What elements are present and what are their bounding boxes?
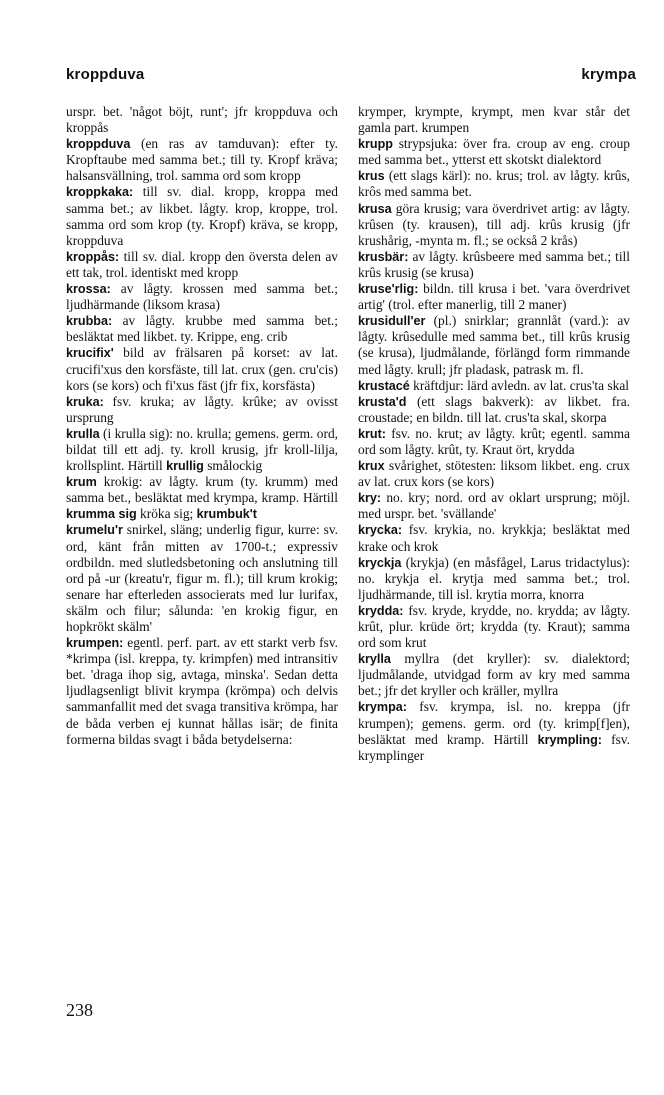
entry-definition: fsv. krykia, no. krykkja; besläktat med krake och krok	[358, 522, 630, 554]
entry-headword: krum	[66, 475, 97, 490]
entry-definition: myllra (det kryller): sv. dialektord; ljudmålande, utvidgad form av kry med samma bet.; jfr det kryller och kräller, myllra	[358, 651, 630, 699]
entry-definition: no. kry; nord. ord av oklart ursprung; möjl. med urspr. bet. 'svällande'	[358, 490, 630, 522]
entry-definition: till sv. dial. kropp den översta delen av ett tak, trol. identiskt med kropp	[66, 248, 338, 280]
entry-definition: göra krusig; vara överdrivet artig: av lågty. krûsen (ty. krausen), till adj. krûs krusig (jfr krushårig, -mynta m. fl.; se också 2 krås)	[358, 200, 630, 248]
entry-headword: kry:	[358, 491, 382, 506]
entry-definition: (ett slags bakverk): av likbet. fra. croustade; en bildn. till lat. crus'ta skal, skorpa	[358, 393, 630, 425]
dictionary-entry	[358, 378, 630, 394]
entry-definition: kräftdjur: lärd avledn. av lat. crus'ta skal	[409, 377, 629, 393]
entry-headword: krycka:	[358, 523, 403, 538]
dictionary-entry	[358, 281, 630, 313]
entry-headword: krux	[358, 459, 385, 474]
entry-headword: krydda:	[358, 603, 404, 618]
entry-definition: fsv. kryde, krydde, no. krydda; av lågty. krût, plur. krüde ört; krydda (ty. Kraut); samma ord som krut	[358, 602, 630, 651]
dictionary-entry	[358, 426, 630, 458]
dictionary-entry	[358, 313, 630, 377]
entry-headword: krusidull'er	[358, 314, 426, 329]
entry-definition: svårighet, stötesten: liksom likbet. eng. crux av lat. crux kors (se kors)	[358, 458, 630, 490]
dictionary-entry	[358, 522, 630, 554]
dictionary-entry	[358, 168, 630, 200]
dictionary-entry	[358, 699, 630, 763]
entry-headword: krossa:	[66, 282, 111, 297]
entry-derived-headword: krympling:	[537, 732, 603, 747]
entry-definition: kröka sig;	[136, 506, 197, 522]
dictionary-entry	[358, 249, 630, 281]
entry-headword: krusbär:	[358, 249, 409, 264]
entry-headword: kroppduva	[66, 137, 131, 152]
dictionary-entry	[66, 281, 338, 313]
dictionary-entry	[358, 603, 630, 651]
entry-definition: bildn. till krusa i bet. 'vara överdrivet artig' (trol. efter manerlig, till 2 maner)	[358, 281, 630, 313]
entry-definition: krokig: av lågty. krum (ty. krumm) med samma bet., besläktat med krympa, kramp. Härtill	[66, 474, 338, 506]
entry-definition: av lågty. krossen med samma bet.; ljudhärmande (liksom krasa)	[66, 281, 338, 313]
dictionary-entry	[66, 313, 338, 345]
entry-headword: krus	[358, 169, 385, 184]
entry-definition: (en ras av tamduvan): efter ty. Kropftaube med samma bet.; till ty. Kropf kräva; halsansvällning, trol. samma ord som kropp	[66, 136, 338, 184]
entry-definition: urspr. bet. 'något böjt, runt'; jfr kroppduva och kroppås	[66, 104, 338, 136]
entry-definition: (krykja) (en måsfågel, Larus tridactylus): no. krykja el. krytja med samma bet.; trol. ljudhärmande, till isl. krytia morra, knorra	[358, 554, 630, 602]
header-left-guide-word: kroppduva	[66, 66, 145, 83]
entry-headword: krucifix'	[66, 346, 114, 361]
entry-headword: kroppkaka:	[66, 185, 134, 200]
dictionary-entry	[358, 651, 630, 699]
entry-definition: fsv. no. krut; av lågty. krût; egentl. samma ord som lågty. krût, ty. Kraut ört, krydda	[358, 425, 630, 457]
entry-definition: (i krulla sig): no. krulla; gemens. germ. ord, bildat till ett adj. ty. kroll krusig, jfr kroll-lilja, krollsplint. Härtill	[66, 425, 338, 474]
entry-headword: krumpen:	[66, 636, 124, 651]
dictionary-entry	[66, 104, 338, 136]
entry-headword: krumelu'r	[66, 523, 123, 538]
dictionary-entry	[66, 474, 338, 522]
entry-definition: bild av frälsaren på korset: av lat. crucifi'xus den korsfäste, till lat. crux (gen. cru'cis) kors (se kors) och fi'xus fäst (jfr fix, korsfästa)	[66, 345, 338, 393]
entry-definition: till sv. dial. kropp, kroppa med samma bet.; av likbet. lågty. krop, kroppe, trol. samma ord som krop (ty. Kropf) kräva, se kropp, kroppduva	[66, 184, 338, 248]
dictionary-entry	[358, 201, 630, 249]
left-column	[66, 104, 338, 748]
header-right-guide-word: krympa	[581, 66, 636, 83]
entry-definition: krymper, krympte, krympt, men kvar står det gamla part. krumpen	[358, 104, 630, 136]
entry-definition: fsv. krymplinger	[358, 731, 630, 763]
entry-headword: krylla	[358, 652, 391, 667]
entry-definition: snirkel, släng; underlig figur, kurre: sv. ord, känt från mitten av 1700-t.; expressiv ordbildn. med slutledsbetoning och anslutning till ord på -ur (kreatu'r, figur m. fl.); till krum krokig; senare har efterleden associerats med lur lurifax, skälm och filur; sålunda: 'en krokig figur, en hopkrökt skälm'	[66, 522, 338, 634]
entry-headword: kruse'rlig:	[358, 282, 419, 297]
dictionary-entry	[66, 635, 338, 748]
entry-headword: krusa	[358, 201, 392, 216]
dictionary-entry	[66, 522, 338, 635]
entry-definition: (pl.) snirklar; grannlåt (vard.): av lågty. krûsedulle med samma bet., till krûs krusig (se krusa), ljudmålande, förlängd form rimmande med lågty. krull; jfr pladask, patrask m. fl.	[358, 313, 630, 377]
entry-derived-headword: krumma sig	[66, 507, 137, 522]
dictionary-entry	[66, 136, 338, 184]
dictionary-entry	[66, 249, 338, 281]
dictionary-entry	[358, 555, 630, 603]
entry-headword: krustacé	[358, 378, 410, 393]
dictionary-entry	[66, 426, 338, 474]
entry-headword: krulla	[66, 426, 100, 441]
entry-definition: av lågty. krûsbeere med samma bet.; till krûs krusig (se krusa)	[358, 248, 630, 280]
dictionary-entry	[358, 136, 630, 168]
dictionary-entry	[358, 394, 630, 426]
dictionary-entry	[358, 490, 630, 522]
dictionary-entry	[66, 394, 338, 426]
dictionary-entry	[66, 345, 338, 393]
entry-headword: kroppås:	[66, 249, 120, 264]
entry-headword: krut:	[358, 426, 386, 441]
dictionary-entry	[66, 184, 338, 248]
entry-headword: krusta'd	[358, 394, 407, 409]
dictionary-entry	[358, 104, 630, 136]
entry-definition: strypsjuka: över fra. croup av eng. croup med samma bet., ytterst ett skotskt dialektord	[358, 136, 630, 168]
dictionary-entry	[358, 458, 630, 490]
entry-definition: egentl. perf. part. av ett starkt verb fsv. *krimpa (isl. kreppa, ty. krimpfen) med intransitiv bet. 'draga ihop sig, avtaga, minska'. Sedan detta ljudlagsenligt blivit krympa (krömpa) och delvis sammanfallit med det svaga transitiva krömpa, har de båda verben ej kunnat hållas isär; de finita formerna bildas svagt i båda betydelserna:	[66, 635, 338, 747]
entry-derived-headword: krumbuk't	[196, 507, 257, 522]
entry-definition: fsv. krympa, isl. no. kreppa (jfr krumpen); gemens. germ. ord (ty. krimp[f]en), besläktat med kramp. Härtill	[358, 699, 630, 747]
entry-headword: kruka:	[66, 394, 104, 409]
entry-headword: krympa:	[358, 700, 407, 715]
entry-definition: fsv. kruka; av lågty. krûke; av ovisst ursprung	[66, 393, 338, 425]
entry-headword: kryckja	[358, 555, 402, 570]
entry-definition: (ett slags kärl): no. krus; trol. av lågty. krûs, krôs med samma bet.	[358, 168, 630, 200]
entry-definition: av lågty. krubbe med samma bet.; besläktat med likbet. ty. Krippe, eng. crib	[66, 313, 338, 345]
page-number: 238	[66, 1000, 93, 1020]
entry-headword: krubba:	[66, 314, 113, 329]
right-column	[358, 104, 630, 764]
entry-definition: smålockig	[203, 458, 263, 474]
entry-headword: krupp	[358, 137, 393, 152]
entry-derived-headword: krullig	[166, 459, 204, 474]
